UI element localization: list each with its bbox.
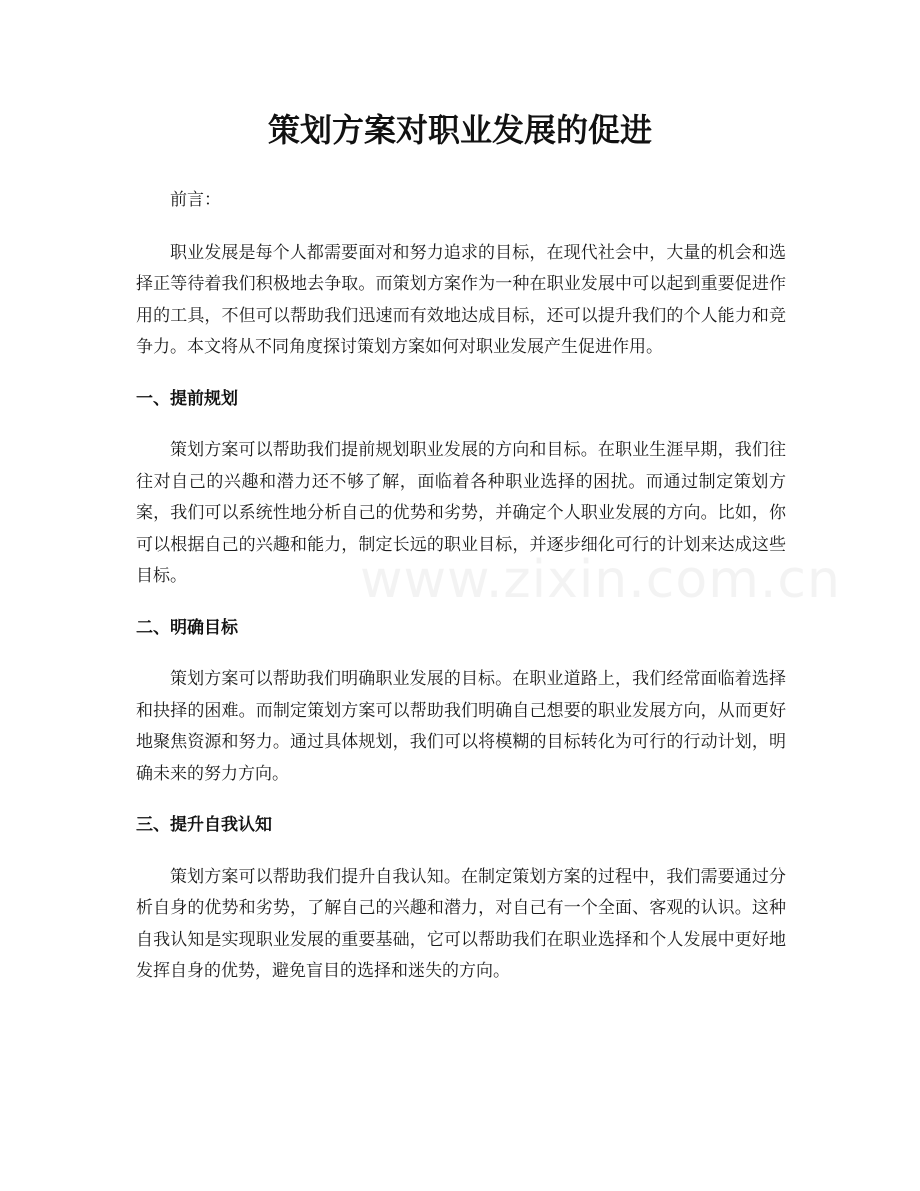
section-heading-self-awareness: 三、提升自我认知 [136,815,272,835]
section-heading-goals: 二、明确目标 [136,617,238,638]
document-body [136,185,786,988]
intro-label: 前言： [170,190,221,210]
section-body-goals: 策划方案可以帮助我们明确职业发展的目标。在职业道路上，我们经常面临着选择和抉择的困难。而制定策划方案可以帮助我们明确自己想要的职业发展方向，从而更好地聚焦资源和努力。通过具体规划，我们可以将模糊的目标转化为可行的行动计划，明确未来的努力方向。 [136,669,786,784]
watermark: www.zixin.com.cn [360,550,841,610]
section-body-self-awareness: 策划方案可以帮助我们提升自我认知。在制定策划方案的过程中，我们需要通过分析自身的优势和劣势，了解自己的兴趣和潜力，对自己有一个全面、客观的认识。这种自我认知是实现职业发展的重要基础，它可以帮助我们在职业选择和个人发展中更好地发挥自身的优势，避免盲目的选择和迷失的方向。 [136,866,786,981]
section-body-planning: 策划方案可以帮助我们提前规划职业发展的方向和目标。在职业生涯早期，我们往往对自己的兴趣和潜力还不够了解，面临着各种职业选择的困扰。而通过制定策划方案，我们可以系统性地分析自己的优势和劣势，并确定个人职业发展的方向。比如，你可以根据自己的兴趣和能力，制定长远的职业目标，并逐步细化可行的计划来达成这些目标。 [136,440,786,586]
section-heading-planning: 一、提前规划 [136,388,238,409]
intro-paragraph: 职业发展是每个人都需要面对和努力追求的目标，在现代社会中，大量的机会和选择正等待着我们积极地去争取。而策划方案作为一种在职业发展中可以起到重要促进作用的工具，不但可以帮助我们迅速而有效地达成目标，还可以提升我们的个人能力和竞争力。本文将从不同角度探讨策划方案如何对职业发展产生促进作用。 [136,242,786,357]
document-title: 策划方案对职业发展的促进 [267,111,652,149]
